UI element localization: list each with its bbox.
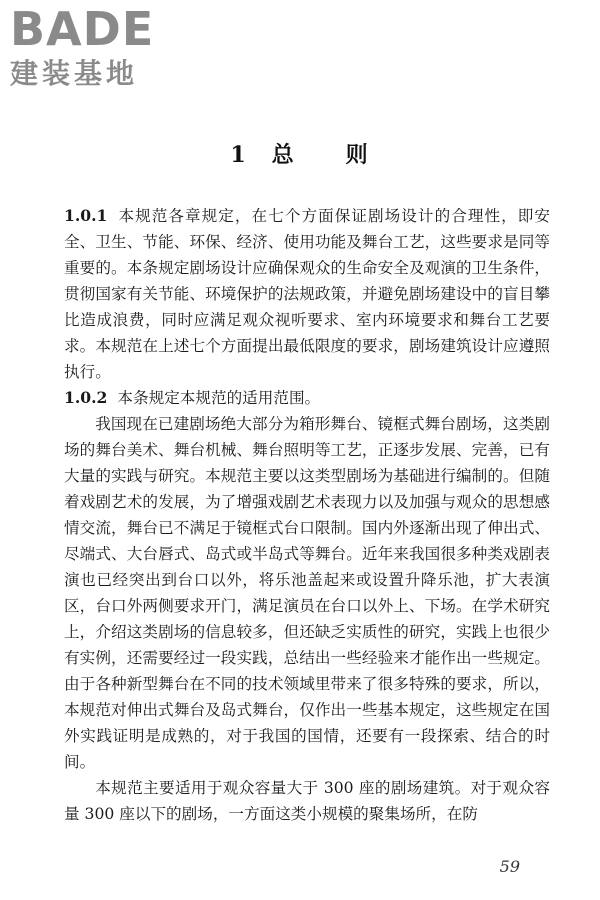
clause-text: 本规范各章规定，在七个方面保证剧场设计的合理性，即安全、卫生、节能、环保、经济、使用功能及舞台工艺，这些要求是同等重要的。本条规定剧场设计应确保观众的生命安全及观演的卫生条件，贯彻国家有关节能、环境保护的法规政策，并避免剧场建设中的盲目攀比造成浪费，同时应满足观众视听要求、室内环境要求和舞台工艺要求。本规范在上述七个方面提出最低限度的要求，剧场建筑设计应遵照执行。	[64, 207, 550, 381]
clause-number: 1.0.2	[64, 388, 108, 407]
page-number: 59	[499, 857, 520, 876]
paragraph: 我国现在已建剧场绝大部分为箱形舞台、镜框式舞台剧场，这类剧场的舞台美术、舞台机械、舞台照明等工艺，正逐步发展、完善，已有大量的实践与研究。本规范主要以这类型剧场为基础进行编制的。但随着戏剧艺术的发展，为了增强戏剧艺术表现力以及加强与观众的思想感情交流，舞台已不满足于镜框式台口限制。国内外逐渐出现了伸出式、尽端式、大台唇式、岛式或半岛式等舞台。近年来我国很多种类戏剧表演也已经突出到台口以外，将乐池盖起来或设置升降乐池，扩大表演区，台口外两侧要求开门，满足演员在台口以外上、下场。在学术研究上，介绍这类剧场的信息较多，但还缺乏实质性的研究，实践上也很少有实例，还需要经过一段实践，总结出一些经验来才能作出一些规定。由于各种新型舞台在不同的技术领域里带来了很多特殊的要求，所以，本规范对伸出式舞台及岛式舞台，仅作出一些基本规定，这些规定在国外实践证明是成熟的，对于我国的国情，还要有一段探索、结合的时间。	[64, 415, 550, 771]
logo-mark: BADE	[10, 2, 155, 56]
chapter-number: 1	[230, 142, 248, 168]
chapter-title	[0, 138, 600, 169]
clause-1-0-2	[64, 385, 550, 411]
paragraph: 本规范主要适用于观众容量大于 300 座的剧场建筑。对于观众容量 300 座以下的剧场，一方面这类小规模的聚集场所，在防	[64, 779, 550, 823]
chapter-title-part2: 则	[345, 142, 370, 168]
clause-1-0-1	[64, 203, 550, 385]
clause-text: 本条规定本规范的适用范围。	[117, 389, 321, 407]
logo-subtitle: 建装基地	[10, 57, 139, 90]
body-text	[64, 203, 550, 827]
logo	[10, 2, 180, 90]
clause-number: 1.0.1	[64, 206, 108, 225]
chapter-title-part1: 总	[271, 142, 296, 168]
